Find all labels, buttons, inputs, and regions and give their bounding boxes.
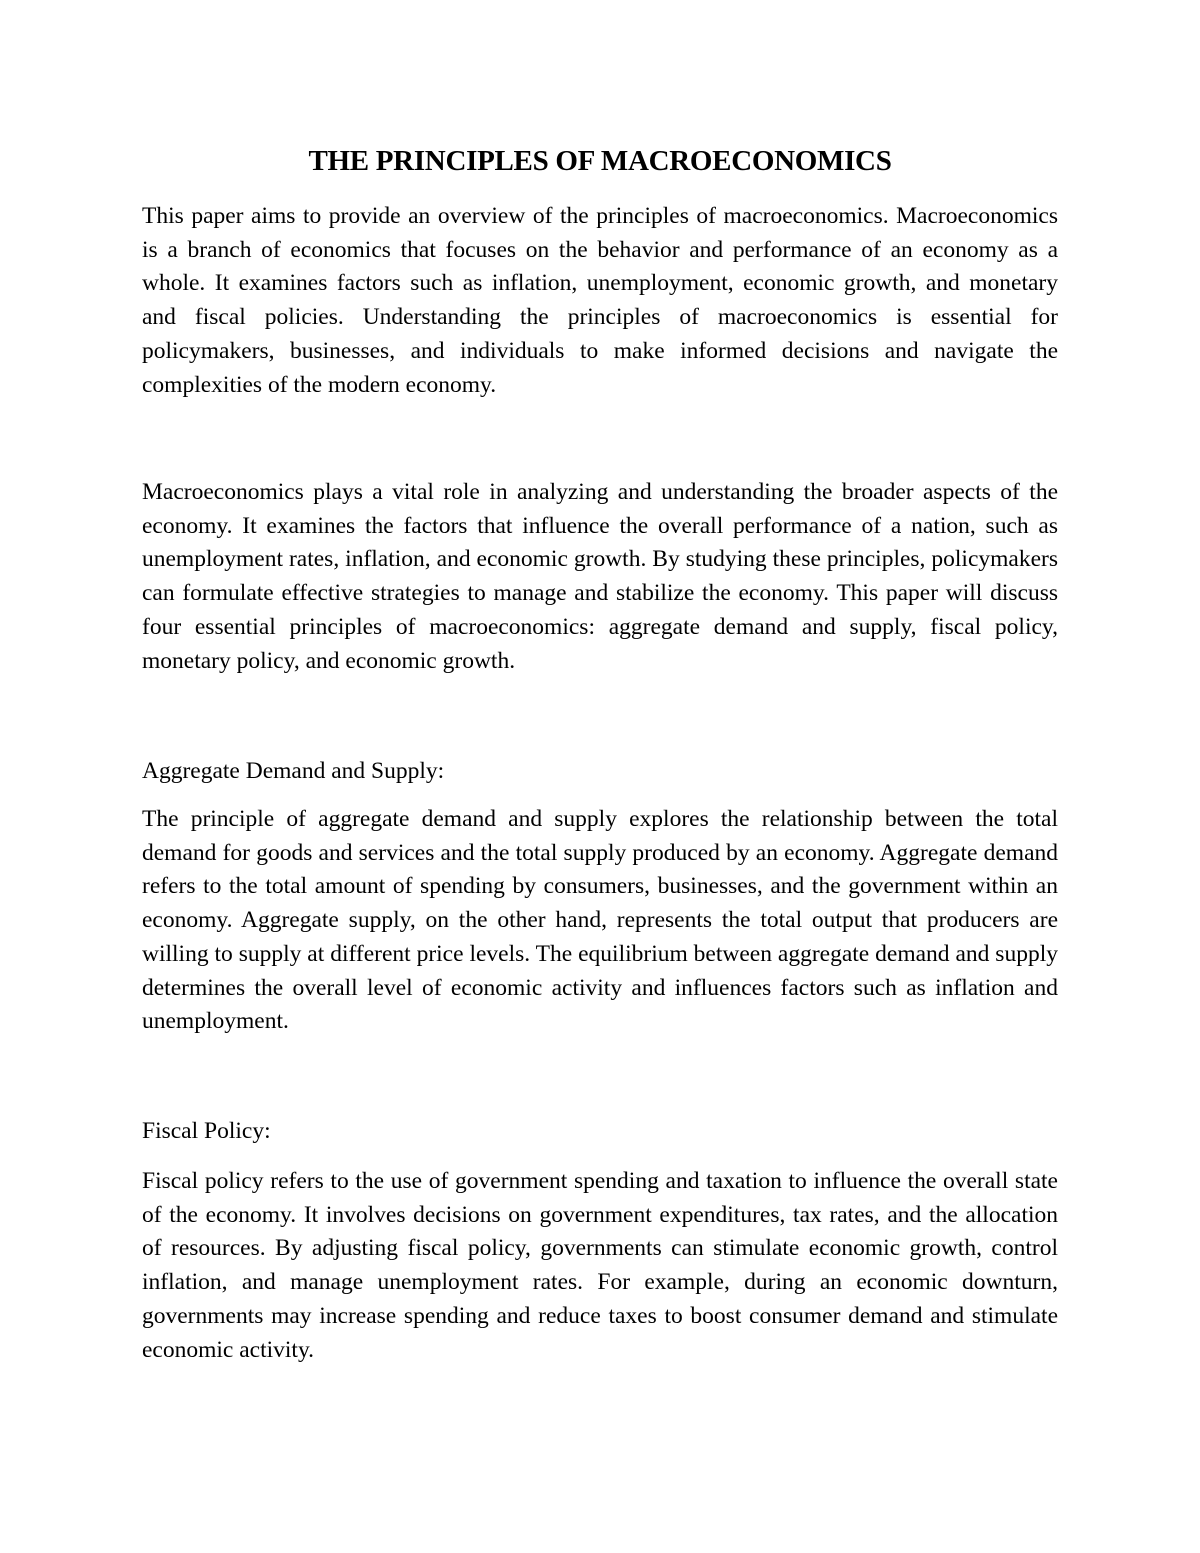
document-title: THE PRINCIPLES OF MACROECONOMICS bbox=[308, 145, 892, 177]
section-heading-fiscal-policy: Fiscal Policy: bbox=[142, 1118, 271, 1144]
intro-paragraph: This paper aims to provide an overview of the principles of macroeconomics. Macroeconomics is a branch of economics that focuses on the behavior and performance of an economy as a whole. It examines factors such as inflation, unemployment, economic growth, and monetary and fiscal policies. Understanding the principles of macroeconomics is essential for policymakers, businesses, and individuals to make informed decisions and navigate the complexities of the modern economy. bbox=[142, 203, 1058, 398]
section-heading-aggregate-demand-supply: Aggregate Demand and Supply: bbox=[142, 758, 445, 784]
section-body-aggregate-demand-supply: The principle of aggregate demand and supply explores the relationship between the total demand for goods and services and the total supply produced by an economy. Aggregate demand refers to the total amount of spending by consumers, businesses, and the government within an economy. Aggregate supply, on the other hand, represents the total output that producers are willing to supply at different price levels. The equilibrium between aggregate demand and supply determines the overall level of economic activity and influences factors such as inflation and unemployment. bbox=[142, 806, 1058, 1035]
section-body-fiscal-policy: Fiscal policy refers to the use of government spending and taxation to influence the overall state of the economy. It involves decisions on government expenditures, tax rates, and the allocation of resources. By adjusting fiscal policy, governments can stimulate economic growth, control inflation, and manage unemployment rates. For example, during an economic downturn, governments may increase spending and reduce taxes to boost consumer demand and stimulate economic activity. bbox=[142, 1168, 1058, 1363]
role-paragraph: Macroeconomics plays a vital role in analyzing and understanding the broader aspects of the economy. It examines the factors that influence the overall performance of a nation, such as unemployment rates, inflation, and economic growth. By studying these principles, policymakers can formulate effective strategies to manage and stabilize the economy. This paper will discuss four essential principles of macroeconomics: aggregate demand and supply, fiscal policy, monetary policy, and economic growth. bbox=[142, 479, 1058, 674]
